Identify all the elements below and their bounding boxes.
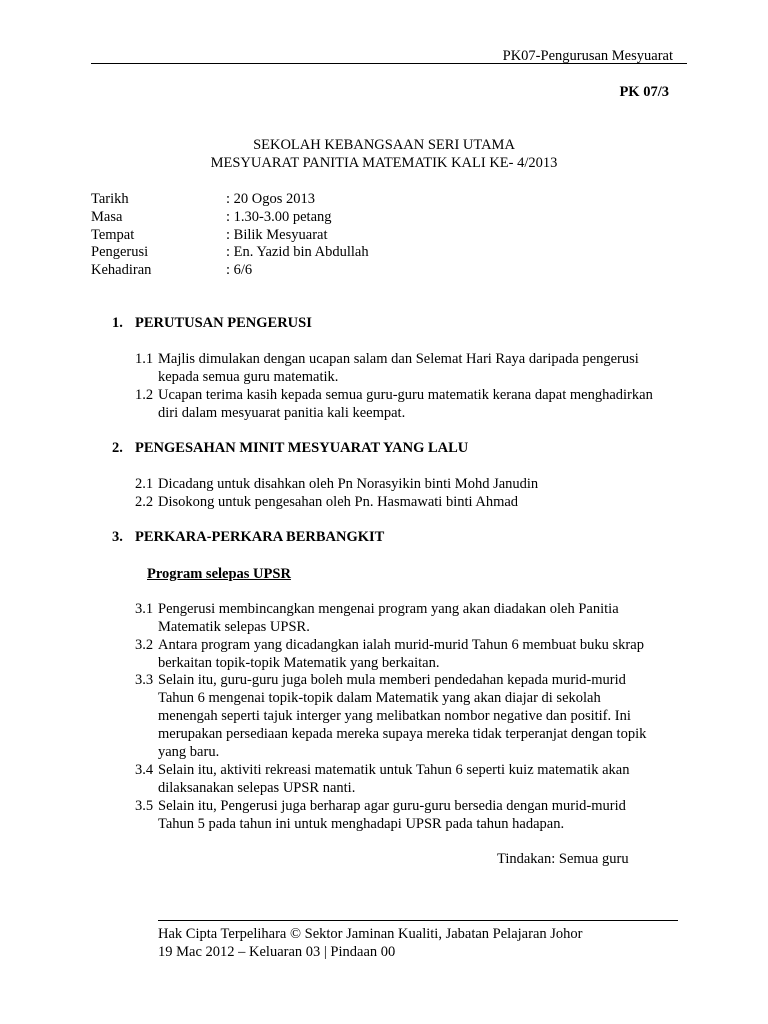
school-name: SEKOLAH KEBANGSAAN SERI UTAMA	[253, 137, 515, 153]
item-number: 3.4	[135, 762, 154, 778]
item-text: Antara program yang dicadangkan ialah murid-murid Tahun 6 membuat buku skrap	[158, 637, 644, 653]
item-text: Disokong untuk pengesahan oleh Pn. Hasmawati binti Ahmad	[158, 494, 519, 510]
meta-label-chair: Pengerusi	[91, 244, 149, 260]
meta-label-venue: Tempat	[91, 227, 135, 243]
item-text: Selain itu, guru-guru juga boleh mula memberi pendedahan kepada murid-murid	[158, 672, 626, 688]
item-text: berkaitan topik-topik Matematik yang berkaitan.	[158, 655, 440, 671]
item-text: Dicadang untuk disahkan oleh Pn Norasyikin binti Mohd Janudin	[158, 476, 539, 492]
item-text: Tahun 6 mengenai topik-topik dalam Matematik yang akan diajar di sekolah	[158, 690, 601, 706]
section-title: PENGESAHAN MINIT MESYUARAT YANG LALU	[135, 440, 469, 456]
footer-copyright: Hak Cipta Terpelihara © Sektor Jaminan Kualiti, Jabatan Pelajaran Johor	[158, 926, 583, 942]
section-title: PERUTUSAN PENGERUSI	[135, 315, 312, 331]
meta-value-chair: : En. Yazid bin Abdullah	[226, 244, 369, 260]
footer-rule	[158, 920, 678, 921]
item-number: 3.1	[135, 601, 154, 617]
item-number: 1.1	[135, 351, 154, 367]
footer-release: 19 Mac 2012 – Keluaran 03 | Pindaan 00	[158, 944, 396, 960]
item-text: Selain itu, Pengerusi juga berharap agar guru-guru bersedia dengan murid-murid	[158, 798, 626, 814]
form-code: PK 07/3	[619, 84, 669, 100]
section-subheading: Program selepas UPSR	[147, 566, 291, 582]
item-text: dilaksanakan selepas UPSR nanti.	[158, 780, 356, 796]
item-number: 3.5	[135, 798, 154, 814]
action-note: Tindakan: Semua guru	[497, 851, 629, 867]
item-text: merupakan persediaan kepada mereka supaya mereka tidak terperanjat dengan topik	[158, 726, 647, 742]
doc-ref: PK07-Pengurusan Mesyuarat	[502, 48, 673, 64]
section-number: 1.	[112, 315, 123, 331]
meta-label-time: Masa	[91, 209, 123, 225]
item-number: 2.2	[135, 494, 154, 510]
meta-value-date: : 20 Ogos 2013	[226, 191, 316, 207]
item-text: Majlis dimulakan dengan ucapan salam dan Selemat Hari Raya daripada pengerusi	[158, 351, 639, 367]
item-text: kepada semua guru matematik.	[158, 369, 339, 385]
meta-label-date: Tarikh	[91, 191, 129, 207]
item-text: Pengerusi membincangkan mengenai program yang akan diadakan oleh Panitia	[158, 601, 619, 617]
meta-value-attendance: : 6/6	[226, 262, 253, 278]
item-number: 3.2	[135, 637, 154, 653]
item-text: Tahun 5 pada tahun ini untuk menghadapi UPSR pada tahun hadapan.	[158, 816, 565, 832]
item-number: 3.3	[135, 672, 154, 688]
meta-value-time: : 1.30-3.00 petang	[226, 209, 332, 225]
item-text: menengah seperti tajuk interger yang melibatkan nombor negative dan positif. Ini	[158, 708, 631, 724]
meeting-title: MESYUARAT PANITIA MATEMATIK KALI KE- 4/2013	[210, 155, 558, 171]
section-number: 2.	[112, 440, 123, 456]
item-text: Ucapan terima kasih kepada semua guru-guru matematik kerana dapat menghadirkan	[158, 387, 653, 403]
item-number: 2.1	[135, 476, 154, 492]
section-title: PERKARA-PERKARA BERBANGKIT	[135, 529, 385, 545]
meta-label-attendance: Kehadiran	[91, 262, 152, 278]
item-text: Matematik selepas UPSR.	[158, 619, 310, 635]
item-text: yang baru.	[158, 744, 220, 760]
item-text: diri dalam mesyuarat panitia kali keempat.	[158, 405, 406, 421]
section-number: 3.	[112, 529, 123, 545]
item-number: 1.2	[135, 387, 154, 403]
item-text: Selain itu, aktiviti rekreasi matematik untuk Tahun 6 seperti kuiz matematik akan	[158, 762, 630, 778]
meta-value-venue: : Bilik Mesyuarat	[226, 227, 328, 243]
